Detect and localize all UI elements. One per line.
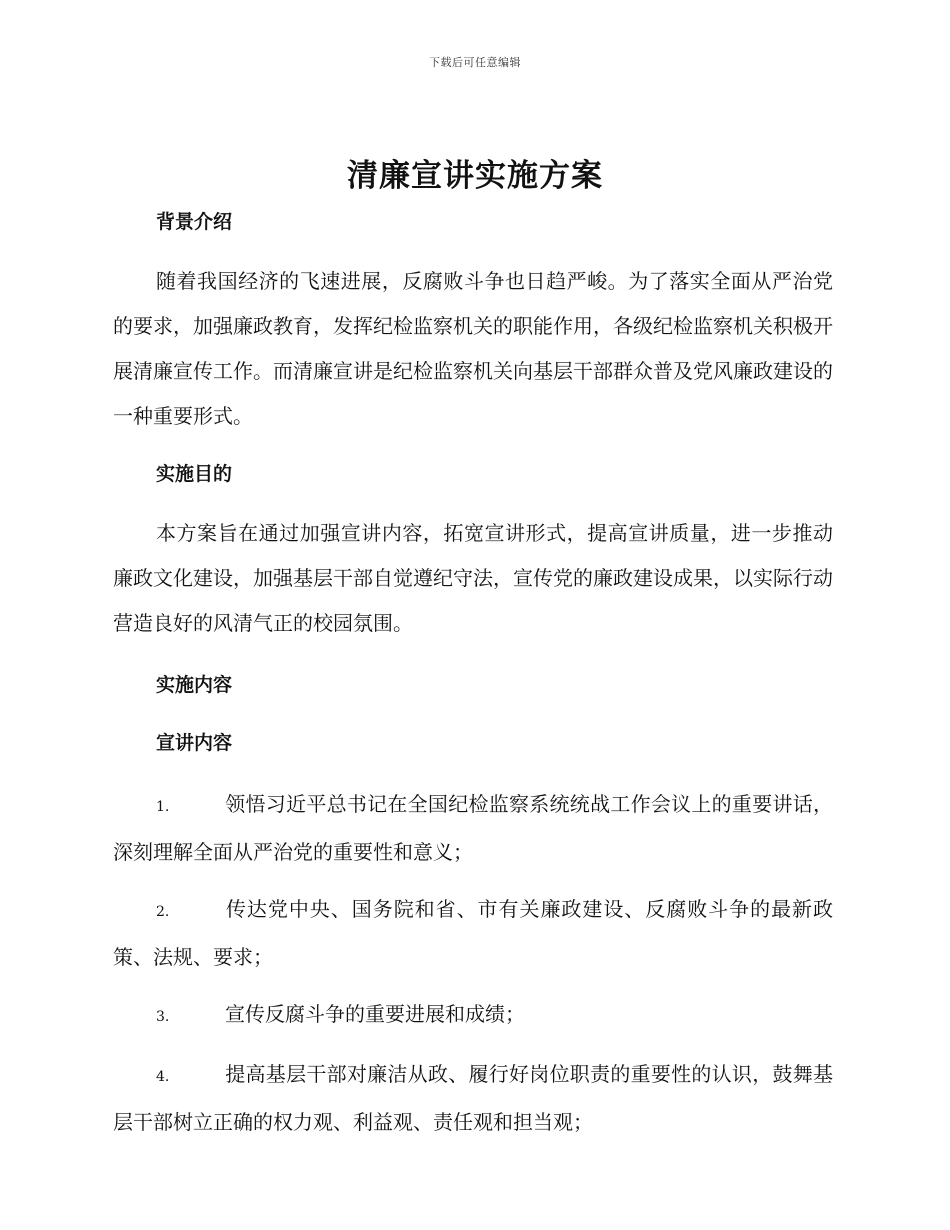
section-heading-purpose: 实施目的: [156, 463, 233, 485]
list-item-text: 传达党中央、国务院和省、市有关廉政建设、反腐败斗争的最新政策、法规、要求；: [113, 897, 833, 969]
list-item: [113, 887, 833, 980]
list-item-number: 4.: [156, 1069, 170, 1085]
document-title: 清廉宣讲实施方案: [347, 158, 603, 194]
purpose-paragraph: 本方案旨在通过加强宣讲内容，拓宽宣讲形式，提高宣讲质量，进一步推动廉政文化建设，加强基层干部自觉遵纪守法，宣传党的廉政建设成果，以实际行动营造良好的风清气正的校园氛围。: [113, 521, 833, 635]
list-item-text: 宣传反腐斗争的重要进展和成绩；: [225, 1002, 525, 1026]
list-item-text: 领悟习近平总书记在全国纪检监察系统统战工作会议上的重要讲话，深刻理解全面从严治党的重要性和意义；: [113, 792, 833, 864]
section-heading-background: 背景介绍: [156, 211, 233, 233]
document-body: [113, 205, 833, 1145]
list-item: [113, 1052, 833, 1145]
list-item-number: 3.: [156, 1009, 170, 1025]
background-paragraph: 随着我国经济的飞速进展，反腐败斗争也日趋严峻。为了落实全面从严治党的要求，加强廉政教育，发挥纪检监察机关的职能作用，各级纪检监察机关积极开展清廉宣传工作。而清廉宣讲是纪检监察机关向基层干部群众普及党风廉政建设的一种重要形式。: [113, 269, 833, 428]
list-item: [113, 782, 833, 875]
list-item: [113, 992, 833, 1040]
list-item-number: 1.: [156, 799, 170, 815]
section-heading-content: 实施内容: [156, 674, 233, 696]
section-heading-lecture: 宣讲内容: [156, 732, 233, 754]
list-item-text: 提高基层干部对廉洁从政、履行好岗位职责的重要性的认识，鼓舞基层干部树立正确的权力观、利益观、责任观和担当观；: [113, 1062, 833, 1134]
header-note: 下载后可任意编辑: [429, 56, 521, 69]
list-item-number: 2.: [156, 904, 170, 920]
